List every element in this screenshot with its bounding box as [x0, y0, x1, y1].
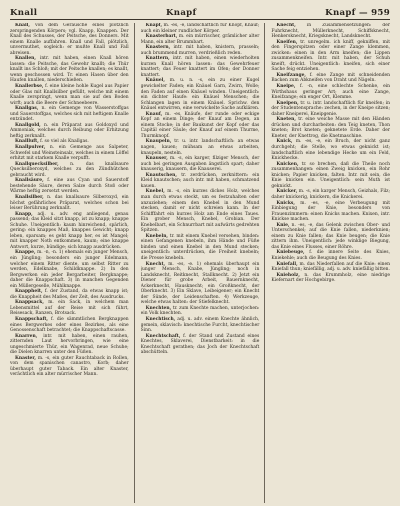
entry-definition: von dem Geräusche eines plötzlich zerspringenden Körpers; vgl. Knapp, Knappen. Der Knall des Schusses, der Peitsche, des Donners. Mit einem Knalle auffahren. Knall und Fall, plötzlich, unvermuthet, sogleich: er mußte Knall und Fall abreisen.	[10, 23, 129, 56]
dictionary-entry	[10, 317, 129, 334]
entry-definition: f. -n, eine schlechte Schenke, ein Wirthshaus geringer Art; auch eine Zange, Kneifzange; ein enger Ort, Klemme.	[271, 84, 390, 101]
entry-definition: m. -es, -e, ein Bruch, der nicht ganz durchgeht; die Stelle, wo etwas geknickt ist; landschaftlich eine lebendige Hecke um ein Feld, Knickhecke.	[271, 139, 390, 162]
entry-headword: Knallpulver,	[15, 145, 46, 151]
dictionary-entry	[10, 106, 129, 123]
entry-definition: tr. u. intr. landschaftlich: an etwas nagen, kauen; mühsam an etwas arbeiten, knaupeln, nesteln.	[140, 139, 260, 156]
entry-definition: intr. mit haben, einen rauhen, zitternden Laut hervorbringen, wie eine ungeschmierte Thür, ein Wagenrad, neue Schuhe; die Dielen knarren unter den Füßen.	[10, 333, 129, 356]
entry-headword: Knechtisch,	[145, 316, 176, 322]
entry-definition: f. der Stand und Zustand eines Knechtes, Sklaverei, Dienstbarkeit: in die Knechtschaft gerathen; das Joch der Knechtschaft abschütteln.	[140, 333, 260, 356]
entry-definition: f. der Zustand, da etwas knapp ist; die Knappheit des Maßes, der Zeit, des Ausdrucks.	[10, 289, 129, 300]
entry-headword: Knauser,	[145, 156, 168, 162]
entry-headword: Knallsilber,	[15, 194, 44, 200]
entry-definition: n. ein Gemenge aus Salpeter, Schwefel und Weinsteinsalz, welches in einem Löffel erhitzt mit starkem Knalle verpufft.	[10, 145, 129, 162]
entry-headword: Knallquecksilber,	[15, 161, 59, 167]
dictionary-entry	[141, 56, 260, 78]
header-right-catchword-page-number: Knapf — 959	[325, 8, 390, 18]
dictionary-entry	[10, 289, 129, 300]
entry-headword: Knaupeln,	[145, 139, 172, 145]
dictionary-entry	[271, 101, 390, 118]
page-header	[10, 5, 390, 20]
entry-headword: Kneifen,	[276, 39, 298, 45]
entry-definition: in Zusammensetzungen: der Fuhrknecht, Müllerknecht, Schiffsknecht, Henkersknecht, Kriegsknecht, Landsknecht.	[271, 23, 390, 40]
entry-definition: adj. u. adv. einem Knechte ähnlich, gemein, sklavisch: knechtische Furcht, knechtischer Sinn.	[140, 316, 260, 334]
dictionary-entry	[271, 162, 390, 190]
entry-headword: Knecht,	[145, 261, 166, 267]
entry-headword: Knarren,	[15, 333, 38, 339]
entry-definition: tr. so brechen, daß die Theile noch zusammenhangen: einen Zweig knicken, ein Rohr knicken; Papier knicken, falten. Intr. mit sein, die Knie knicken ein. Uneigentlich: sein Muth ist geknickt.	[271, 161, 390, 189]
dictionary-entry	[10, 212, 129, 251]
entry-definition: intr. mit haben, einen Knall hören lassen: die Peitsche, das Gewehr knallt; die Thür knallt ins Schloß; mit der Peitsche knallen; es knallt, wenn geschossen wird. Tr. einen Hasen über den Haufen knallen, niederschießen.	[10, 56, 129, 84]
entry-definition: m. -es, -e, eine Verbeugung mit Einbiegung der Knie, besonders von Frauenzimmern: einen Knicks machen. Knixen, intr. Knickse machen.	[271, 200, 390, 223]
entry-definition: tr. zerdrücken, zerknittern: ein Kleid knautschen; auch intr. mit haben, schmatzend kauen.	[140, 172, 260, 189]
entry-headword: Knecht,	[276, 23, 296, 28]
entry-definition: m. -es, -e. 1) ehemals überhaupt ein junger Mensch, Knabe, Jüngling; noch in Landsknecht, Reitknecht, Stallknecht. 2) Jetzt ein Diener für grobe Arbeit, Bauernknecht, Ackerknecht, Hausknecht; ein Großknecht, der Oberknecht. 3) Ein Sklave, Leibeigener; ein Knecht der Sünde, der Leidenschaften. 4) Werkzeuge, welche etwas halten: der Stiefelknecht.	[140, 261, 260, 306]
entry-definition: f. so viel als Knallgas.	[40, 139, 89, 145]
entry-headword: Knallerbse,	[15, 84, 44, 90]
entry-definition: tr. unregelm. ich kniff, gekniffen, mit den Fingerspitzen oder einer Zange klemmen, zwicken: einen in den Arm kneifen; die Lippen zusammenkneifen. Intr. mit haben, der Schuh kneift, drückt. Uneigentlich: kneifen, sich einer Sache feig entziehen.	[271, 39, 390, 73]
entry-definition: m. das Niederfallen auf die Knie: einen Kniefall thun; kniefällig, adj. u. adv. kniefällig bitten.	[271, 261, 390, 273]
entry-headword: Knappheit,	[15, 289, 43, 295]
entry-headword: Knallgas,	[15, 106, 39, 112]
dictionary-entry	[10, 56, 129, 84]
entry-definition: m. -s, ein kurzes dickes Holz, welches man durch etwas steckt, um es festzuhalten oder anzuziehen; einem den Knebel in den Mund stecken, damit er nicht schreien kann. In der Schifffahrt ein kurzes Holz am Ende eines Taues. Ein grober Mensch, Knebel, Grobian. Der Knebelbart, ein Schnurrbart mit aufwärts gedrehten Spitzen.	[140, 189, 260, 234]
dictionary-entry	[10, 145, 129, 162]
entry-headword: Knallluft,	[15, 139, 39, 145]
dictionary-entry	[141, 112, 260, 140]
entry-definition: m. -s, ein guter Rauchtaback in Rollen, von dem spanischen canastro, Korb; daher überhaupt guter Taback. Ein alter Knaster, verächtlich ein alter mürrischer Mann.	[10, 355, 129, 378]
entry-headword: Knicks,	[276, 200, 295, 206]
text-columns	[10, 23, 390, 503]
dictionary-entry	[141, 45, 260, 56]
entry-headword: Knäuel,	[145, 78, 165, 84]
dictionary-entry	[271, 250, 390, 261]
entry-definition: n. das Krummholz, eine niedrige Kiefernart der Hochgebirge.	[271, 272, 390, 284]
dictionary-entry	[271, 262, 390, 273]
entry-definition: f. die sämmtlichen Bergknappen eines Bergwerkes oder eines Bezirkes, als eine Genossenschaft betrachtet; die Knappschaftscasse.	[10, 316, 129, 334]
dictionary-entry	[10, 300, 129, 317]
entry-headword: Knasterbart,	[145, 34, 178, 40]
entry-headword: Kneipen,	[276, 100, 299, 106]
dictionary-entry	[141, 23, 260, 34]
dictionary-entry	[271, 84, 390, 101]
entry-headword: Knallsäure,	[15, 178, 44, 184]
entry-definition: intr. mit haben, einen wiederholten kurzen Knall hören lassen: das Gewehrfeuer knattert; das Feuer knattert im Ofen; der Donner knattert.	[140, 56, 260, 78]
entry-headword: Knebel,	[145, 189, 165, 195]
entry-headword: Knick,	[276, 139, 293, 145]
entry-definition: adj. u. adv. eng anliegend, genau passend; das Kleid sitzt knapp, ist zu knapp; knappe Schuhe. Uneigentlich: kaum hinreichend, spärlich, gering: ein knappes Maß, knappes Gewicht; knapp leben, sparsam; es geht knapp her, es ist Mangel; mit knapper Noth entkommen, kaum; eine knappe Antwort, kurze, bündige; sich knapp ausdrücken.	[10, 211, 129, 250]
entry-headword: Knall,	[15, 23, 30, 28]
dictionary-entry	[10, 195, 129, 212]
entry-definition: n. -es, -e, das Gelenk zwischen Ober- und Unterschenkel; auf die Knie fallen, niederknien; einem zu Knie fallen; das Knie beugen; die Knie zittern ihm. Uneigentlich: jede winklige Biegung, das Knie eines Flusses, einer Röhre.	[271, 222, 390, 250]
dictionary-entry	[10, 162, 129, 179]
dictionary-entry	[271, 40, 390, 73]
entry-headword: Knattern,	[145, 56, 170, 62]
dictionary-entry	[10, 250, 129, 289]
dictionary-entry	[271, 73, 390, 84]
entry-headword: Knappsack,	[15, 300, 44, 306]
header-left-catchword: Knall	[10, 8, 38, 18]
dictionary-entry	[141, 173, 260, 190]
entry-definition: m. -s, ein karger Mensch, Geizhals, Filz; daher knickerig, knickern, die Knickerei.	[271, 189, 390, 200]
dictionary-entry	[141, 317, 260, 334]
dictionary-entry	[271, 139, 390, 161]
dictionary-entry	[10, 23, 129, 56]
entry-headword: Knastern,	[145, 45, 171, 51]
dictionary-entry	[271, 201, 390, 223]
dictionary-entry	[271, 273, 390, 284]
entry-headword: Knallen,	[15, 56, 36, 62]
entry-headword: Knie,	[276, 222, 290, 228]
dictionary-entry	[141, 334, 260, 356]
entry-definition: n. ein Gemenge von Wasserstoffgas und Sauerstoffgas, welches sich mit heftigem Knalle entzündet.	[10, 106, 129, 123]
dictionary-entry	[10, 178, 129, 195]
dictionary-entry	[271, 189, 390, 200]
entry-headword: Knapf,	[145, 23, 163, 28]
column-1	[10, 23, 135, 503]
entry-definition: n. das knallsaure Quecksilberoxyd, welches zu den Zündhütchen gebraucht wird.	[10, 161, 129, 178]
entry-definition: tr. eine weiche Masse mit den Händen drücken und durcharbeiten: den Teig kneten, Thon kneten; Brot kneten; geknetete Erde. Daher der Kneter, der Knettrog, die Knetmaschine.	[271, 117, 390, 139]
entry-headword: Kneten,	[276, 117, 296, 123]
entry-headword: Knieholz,	[276, 272, 300, 278]
entry-definition: f. eine Zange mit schneidenden Backen zum Abkneifen von Draht und Nägeln.	[271, 72, 390, 84]
dictionary-entry	[10, 356, 129, 378]
dictionary-entry	[271, 23, 390, 40]
entry-headword: Knappe,	[15, 250, 36, 256]
dictionary-entry	[141, 156, 260, 173]
entry-headword: Knicker,	[276, 189, 298, 195]
entry-definition: n. das knallsaure Silberoxyd, ein höchst gefährliches Präparat, welches schon bei leiser Berührung zerknallt.	[10, 194, 129, 212]
column-3	[271, 23, 390, 503]
dictionary-entry	[10, 123, 129, 140]
entry-headword: Knicken,	[276, 161, 299, 167]
dictionary-entry	[141, 189, 260, 233]
entry-definition: m. u. n. -s, ein zu einer Kugel gewickelter Faden; ein Knäuel Garn, Zwirn, Wolle; den Faden auf einen Knäuel winden. Uneigentlich: ein dichter Haufe: ein Knäuel Menschen; die Schlangen lagen in einem Knäuel. Sprichw. den Knäuel entwirren, eine verwickelte Sache aufklären.	[140, 78, 260, 112]
entry-headword: Knautschen,	[145, 172, 177, 178]
dictionary-entry	[10, 334, 129, 356]
dictionary-entry	[141, 34, 260, 45]
entry-definition: intr. mit haben, knistern, prasseln; auch brummend murren, verdrießlich reden.	[140, 45, 260, 56]
dictionary-entry	[141, 262, 260, 306]
entry-headword: Knapp,	[15, 211, 33, 217]
entry-headword: Kniebeuge,	[276, 250, 305, 256]
column-2	[141, 23, 266, 503]
entry-definition: m. -es, -e, landschaftlich für Knopf, Knauf; auch ein kleiner rundlicher Körper.	[140, 23, 260, 34]
entry-definition: m. -es, Knäufe, der runde oder eckige Kopf an einem Dinge; der Knauf am Degen, an einem Stocke; in der Baukunst der Kopf oder das Capitäl einer Säule; der Knauf auf einem Thurme, Thurmknopf.	[140, 111, 260, 139]
dictionary-entry	[10, 84, 129, 106]
entry-headword: Kneifzange,	[276, 72, 306, 78]
entry-definition: m. -n, -n. 1) ehemals ein junger Mensch, ein Jüngling; besonders ein junger Edelmann, welcher einem Ritter diente, um selbst Ritter zu werden, Edelknabe, Schildknappe. 2) In den Bergwerken ein jeder Bergarbeiter, Bergknappe; daher die Knappschaft. 3) In manchen Gegenden ein Müllergeselle, Mühlknappe.	[10, 250, 129, 289]
entry-headword: Knauf,	[145, 111, 163, 117]
entry-definition: m. ein mürrischer, grämlicher alter Mann, ein alter Brummbart.	[140, 34, 260, 45]
entry-definition: f. eine kleine hohle Kugel aus Papier oder Glas mit Knallsilber gefüllt, welche mit einem Knalle zerspringt, wenn man sie auf den Boden wirft; auch die Beere der Schneebeere.	[10, 84, 129, 106]
header-center-catchword: Knapf	[166, 8, 197, 18]
dictionary-entry	[141, 78, 260, 111]
entry-definition: f. eine aus Cyan und Sauerstoff bestehende Säure, deren Salze durch Stoß oder Wärme heftig zersetzt werden.	[10, 178, 129, 195]
entry-definition: f. die innere Seite des Knies, Kniekehle; auch die Beugung des Knies.	[271, 250, 390, 261]
dictionary-entry	[271, 223, 390, 251]
dictionary-entry	[141, 139, 260, 156]
entry-definition: tr. u. intr. landschaftlich für kneifen; in der Studentensprache: zechen, in der Kneipe sitzen; daher Kneiperei, Kneipgenie.	[271, 100, 390, 117]
dictionary-entry	[141, 306, 260, 317]
entry-headword: Knechten,	[145, 305, 172, 311]
entry-headword: Kniefall,	[276, 261, 298, 267]
entry-definition: m. ein Sack, in welchem man Lebensmittel auf der Reise mit sich führt, Reisesack, Ranzen, Brotsack.	[10, 300, 129, 317]
entry-headword: Knappschaft,	[15, 316, 48, 322]
entry-headword: Knallgold,	[15, 122, 41, 128]
dictionary-entry	[271, 117, 390, 139]
entry-headword: Knaster,	[15, 355, 36, 361]
entry-definition: m. -s, ein karger, filziger Mensch, der auch bei geringen Ausgaben ängstlich spart; daher knauserig, knausern, die Knauserei.	[140, 156, 260, 173]
entry-definition: n. ein Präparat aus Goldoxyd und Ammoniak, welches durch Reibung oder Erhitzung heftig zerknallt.	[10, 122, 129, 139]
dictionary-entry	[141, 234, 260, 262]
entry-definition: tr. mit einem Knebel versehen, binden: einen Gefangenen knebeln, ihm Hände und Füße binden und einen Knebel in den Mund stecken; uneigentlich: unterdrücken, die Freiheit knebeln; die Presse knebeln.	[140, 233, 260, 261]
entry-definition: tr. zum Knechte machen, unterjochen: ein Volk knechten.	[140, 305, 260, 317]
entry-headword: Knechtschaft,	[145, 333, 181, 339]
entry-headword: Kneipe,	[276, 84, 296, 90]
entry-headword: Knebeln,	[145, 233, 168, 239]
